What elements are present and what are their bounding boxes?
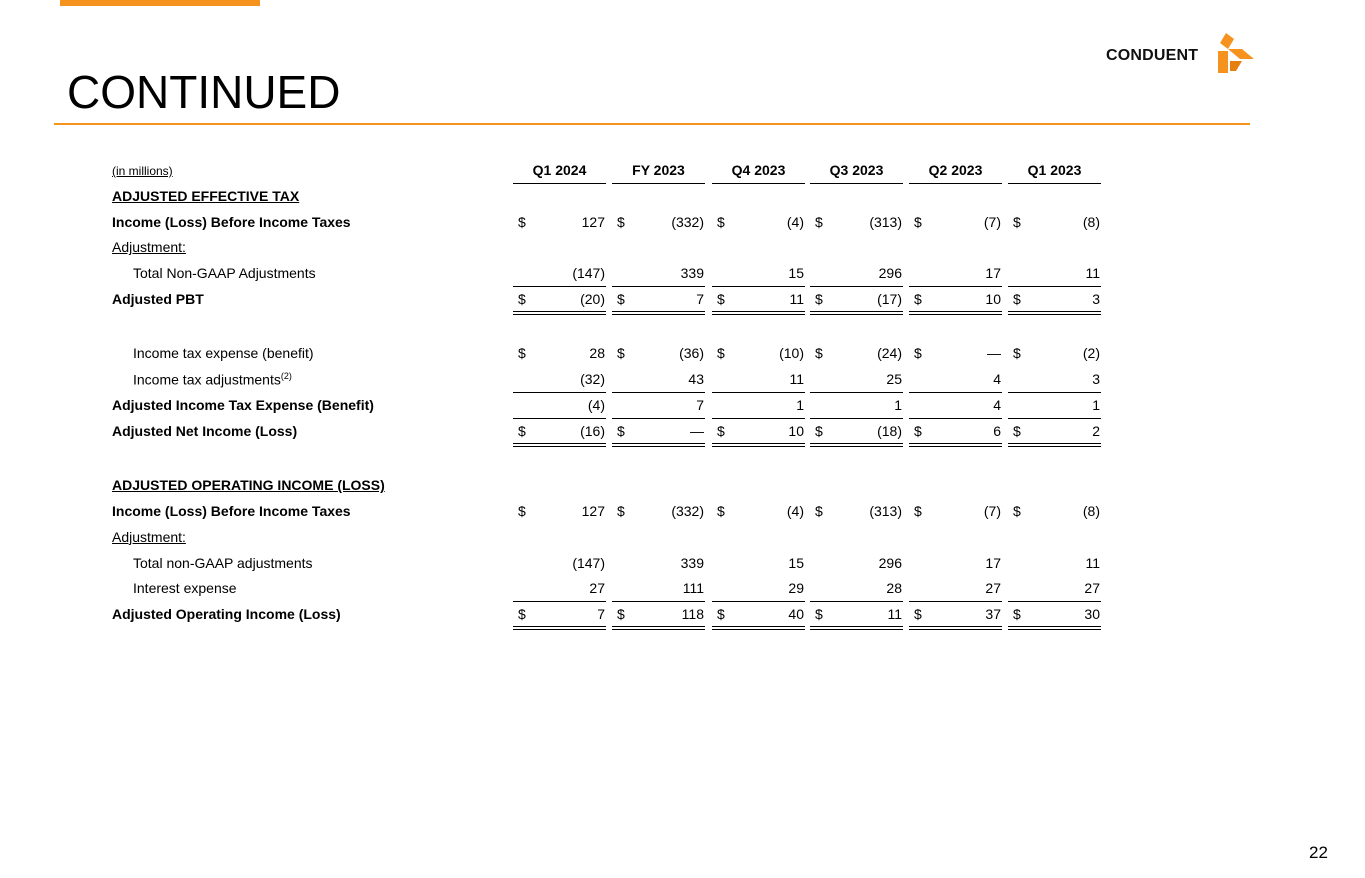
cell-value: 27 [985, 580, 1001, 597]
table-cell [712, 287, 805, 313]
cell-value: 37 [985, 606, 1001, 623]
row-label-text: Adjusted Operating Income (Loss) [112, 606, 341, 623]
table-cell [1008, 393, 1101, 419]
table-cell [810, 210, 903, 236]
cell-value: (332) [671, 502, 704, 519]
currency-symbol: $ [617, 606, 625, 623]
table-cell [612, 499, 705, 525]
row-label [112, 291, 204, 307]
row-label [112, 423, 297, 439]
table-cell [513, 551, 606, 577]
footnote-marker: (2) [280, 371, 292, 382]
table-cell [513, 499, 606, 525]
cell-value: 296 [878, 554, 902, 571]
currency-symbol: $ [914, 345, 922, 362]
currency-symbol: $ [717, 213, 725, 230]
currency-symbol: $ [717, 290, 725, 307]
row-label [112, 606, 341, 622]
cell-value: 11 [789, 371, 804, 388]
table-cell [810, 367, 903, 393]
table-cell [513, 367, 606, 393]
cell-value: (7) [983, 213, 1001, 230]
cell-value: 25 [886, 371, 902, 388]
cell-value: (36) [679, 345, 704, 362]
cell-value: (10) [779, 345, 804, 362]
table-cell [612, 287, 705, 313]
table-row [112, 341, 1102, 367]
row-label-text: ADJUSTED OPERATING INCOME (LOSS) [112, 477, 385, 494]
table-cell [909, 602, 1002, 628]
table-row [112, 525, 1102, 551]
row-label-text: Total Non-GAAP Adjustments [133, 265, 316, 282]
table-cell [1008, 367, 1101, 393]
table-cell [810, 341, 903, 367]
currency-symbol: $ [717, 345, 725, 362]
table-cell [1008, 602, 1101, 628]
table-cell [612, 210, 705, 236]
table-cell [712, 419, 805, 445]
table-cell [712, 341, 805, 367]
currency-symbol: $ [717, 422, 725, 439]
table-cell [513, 287, 606, 313]
row-label-text: Adjusted PBT [112, 290, 204, 307]
row-label [133, 555, 313, 571]
cell-value: 43 [688, 371, 704, 388]
currency-symbol: $ [1013, 345, 1021, 362]
cell-value: 7 [696, 396, 704, 413]
row-label-text: Interest expense [133, 580, 237, 597]
cell-value: 127 [581, 502, 605, 519]
title-divider [54, 123, 1250, 125]
table-cell [1008, 419, 1101, 445]
table-cell [513, 419, 606, 445]
table-cell [1008, 576, 1101, 602]
cell-value: (313) [869, 213, 902, 230]
table-cell [909, 419, 1002, 445]
column-header [810, 158, 903, 184]
cell-value: (8) [1082, 502, 1100, 519]
cell-value: (18) [877, 422, 902, 439]
currency-symbol: $ [815, 422, 823, 439]
page-number: 22 [1309, 843, 1328, 862]
cell-value: (32) [580, 371, 605, 388]
cell-value: (147) [572, 265, 605, 282]
column-header [513, 158, 606, 184]
currency-symbol: $ [914, 422, 922, 439]
column-header-label: Q1 2024 [532, 162, 587, 178]
currency-symbol: $ [815, 502, 823, 519]
row-label [133, 371, 292, 388]
cell-value: (16) [580, 422, 605, 439]
currency-symbol: $ [914, 213, 922, 230]
row-label [112, 397, 374, 413]
cell-value: 296 [878, 265, 902, 282]
table-cell [612, 419, 705, 445]
row-label-text: Total non-GAAP adjustments [133, 554, 313, 571]
column-header-label: Q1 2023 [1027, 162, 1082, 178]
currency-symbol: $ [914, 290, 922, 307]
currency-symbol: $ [914, 606, 922, 623]
currency-symbol: $ [914, 502, 922, 519]
currency-symbol: $ [518, 290, 526, 307]
table-cell [810, 261, 903, 287]
cell-value: — [690, 422, 704, 439]
cell-value: 339 [680, 265, 704, 282]
currency-symbol: $ [815, 213, 823, 230]
cell-value: 7 [696, 290, 704, 307]
currency-symbol: $ [815, 290, 823, 307]
table-cell [513, 576, 606, 602]
table-row [112, 367, 1102, 393]
table-cell [513, 341, 606, 367]
cell-value: (332) [671, 213, 704, 230]
table-cell [712, 499, 805, 525]
table-cell [909, 551, 1002, 577]
table-cell [612, 393, 705, 419]
cell-value: (2) [1082, 345, 1100, 362]
table-row [112, 499, 1102, 525]
table-cell [810, 499, 903, 525]
table-cell [909, 367, 1002, 393]
row-label-text: ADJUSTED EFFECTIVE TAX [112, 187, 300, 204]
cell-value: 4 [993, 371, 1001, 388]
cell-value: (4) [786, 502, 804, 519]
row-label-text: Income tax expense (benefit) [133, 345, 314, 362]
cell-value: 3 [1092, 290, 1100, 307]
row-label [112, 239, 186, 255]
table-row [112, 576, 1102, 602]
table-cell [909, 287, 1002, 313]
currency-symbol: $ [518, 213, 526, 230]
currency-symbol: $ [1013, 606, 1021, 623]
row-label-text: Income tax adjustments [133, 371, 281, 388]
page-title: CONTINUED [67, 66, 341, 118]
table-cell [612, 602, 705, 628]
currency-symbol: $ [617, 345, 625, 362]
row-label-text: Income (Loss) Before Income Taxes [112, 213, 351, 230]
row-label [133, 345, 314, 361]
cell-value: 10 [788, 422, 804, 439]
table-cell [712, 210, 805, 236]
table-spacer [112, 313, 1102, 342]
table-row [112, 393, 1102, 419]
currency-symbol: $ [518, 345, 526, 362]
table-cell [1008, 287, 1101, 313]
table-cell [712, 393, 805, 419]
table-cell [513, 210, 606, 236]
cell-value: — [987, 345, 1001, 362]
cell-value: 17 [985, 554, 1001, 571]
cell-value: (4) [786, 213, 804, 230]
table-cell [612, 551, 705, 577]
row-label [112, 503, 351, 519]
column-header [909, 158, 1002, 184]
currency-symbol: $ [1013, 213, 1021, 230]
table-cell [612, 576, 705, 602]
table-cell [909, 499, 1002, 525]
table-cell [909, 210, 1002, 236]
currency-symbol: $ [617, 290, 625, 307]
cell-value: (7) [983, 502, 1001, 519]
table-row [112, 602, 1102, 628]
table-cell [810, 419, 903, 445]
financial-table [112, 158, 1102, 628]
cell-value: (4) [587, 396, 605, 413]
table-row [112, 419, 1102, 445]
table-cell [513, 393, 606, 419]
currency-symbol: $ [617, 213, 625, 230]
cell-value: 27 [1084, 580, 1100, 597]
cell-value: 40 [788, 606, 804, 623]
row-label [133, 580, 237, 596]
cell-value: 1 [796, 396, 804, 413]
logo-text: CONDUENT [1106, 47, 1199, 64]
table-row [112, 551, 1102, 577]
row-label [112, 477, 385, 493]
cell-value: (24) [877, 345, 902, 362]
cell-value: 11 [887, 606, 902, 623]
table-cell [909, 261, 1002, 287]
row-label [133, 265, 316, 281]
table-row [112, 184, 1102, 210]
cell-value: 15 [788, 554, 804, 571]
table-cell [513, 261, 606, 287]
cell-value: 10 [985, 290, 1001, 307]
cell-value: 28 [589, 345, 605, 362]
table-cell [909, 341, 1002, 367]
table-cell [810, 576, 903, 602]
cell-value: 15 [788, 265, 804, 282]
cell-value: 11 [1085, 265, 1100, 282]
table-cell [909, 576, 1002, 602]
currency-symbol: $ [1013, 422, 1021, 439]
table-cell [909, 393, 1002, 419]
cell-value: 1 [894, 396, 902, 413]
cell-value: 127 [581, 213, 605, 230]
conduent-mark-icon [1212, 33, 1254, 75]
table-row [112, 261, 1102, 287]
row-label [112, 214, 351, 230]
table-cell [612, 261, 705, 287]
table-cell [612, 367, 705, 393]
table-cell [1008, 261, 1101, 287]
top-accent-bar [60, 0, 260, 6]
column-header-label: Q2 2023 [928, 162, 983, 178]
currency-symbol: $ [1013, 502, 1021, 519]
table-header-row [112, 158, 1102, 184]
cell-value: 11 [1085, 554, 1100, 571]
cell-value: (147) [572, 554, 605, 571]
column-header-label: FY 2023 [632, 162, 685, 178]
column-header [712, 158, 805, 184]
cell-value: 2 [1092, 422, 1100, 439]
table-cell [612, 341, 705, 367]
currency-symbol: $ [518, 606, 526, 623]
table-cell [1008, 499, 1101, 525]
row-label-text: Income (Loss) Before Income Taxes [112, 502, 351, 519]
cell-value: (17) [877, 290, 902, 307]
table-cell [1008, 210, 1101, 236]
units-label: (in millions) [112, 164, 173, 178]
cell-value: 339 [680, 554, 704, 571]
table-spacer [112, 445, 1102, 474]
row-label [112, 529, 186, 545]
cell-value: 28 [886, 580, 902, 597]
currency-symbol: $ [815, 345, 823, 362]
currency-symbol: $ [518, 422, 526, 439]
currency-symbol: $ [617, 502, 625, 519]
cell-value: (8) [1082, 213, 1100, 230]
table-cell [810, 551, 903, 577]
table-cell [810, 602, 903, 628]
currency-symbol: $ [617, 422, 625, 439]
table-row [112, 287, 1102, 313]
table-cell [712, 551, 805, 577]
column-header [612, 158, 705, 184]
table-cell [513, 602, 606, 628]
cell-value: 27 [589, 580, 605, 597]
column-header [1008, 158, 1101, 184]
cell-value: 29 [788, 580, 804, 597]
currency-symbol: $ [717, 606, 725, 623]
cell-value: 111 [682, 580, 704, 597]
cell-value: 17 [985, 265, 1001, 282]
row-label-text: Adjusted Income Tax Expense (Benefit) [112, 396, 374, 413]
row-label-text: Adjustment: [112, 239, 186, 256]
table-cell [1008, 551, 1101, 577]
currency-symbol: $ [717, 502, 725, 519]
cell-value: 4 [993, 396, 1001, 413]
table-row [112, 210, 1102, 236]
cell-value: 118 [681, 606, 704, 623]
table-cell [712, 367, 805, 393]
table-cell [810, 287, 903, 313]
table-cell [712, 576, 805, 602]
row-label-text: Adjustment: [112, 528, 186, 545]
table-cell [712, 602, 805, 628]
table-cell [810, 393, 903, 419]
cell-value: 3 [1092, 371, 1100, 388]
currency-symbol: $ [815, 606, 823, 623]
currency-symbol: $ [1013, 290, 1021, 307]
column-header-label: Q3 2023 [829, 162, 884, 178]
cell-value: 7 [597, 606, 605, 623]
cell-value: (313) [869, 502, 902, 519]
table-cell [712, 261, 805, 287]
currency-symbol: $ [518, 502, 526, 519]
cell-value: (20) [580, 290, 605, 307]
table-row [112, 235, 1102, 261]
cell-value: 11 [789, 290, 804, 307]
column-header-label: Q4 2023 [731, 162, 786, 178]
cell-value: 30 [1084, 606, 1100, 623]
cell-value: 1 [1092, 396, 1100, 413]
cell-value: 6 [993, 422, 1001, 439]
table-cell [1008, 341, 1101, 367]
table-row [112, 473, 1102, 499]
conduent-logo [1106, 33, 1256, 75]
row-label [112, 188, 299, 204]
row-label-text: Adjusted Net Income (Loss) [112, 422, 298, 439]
